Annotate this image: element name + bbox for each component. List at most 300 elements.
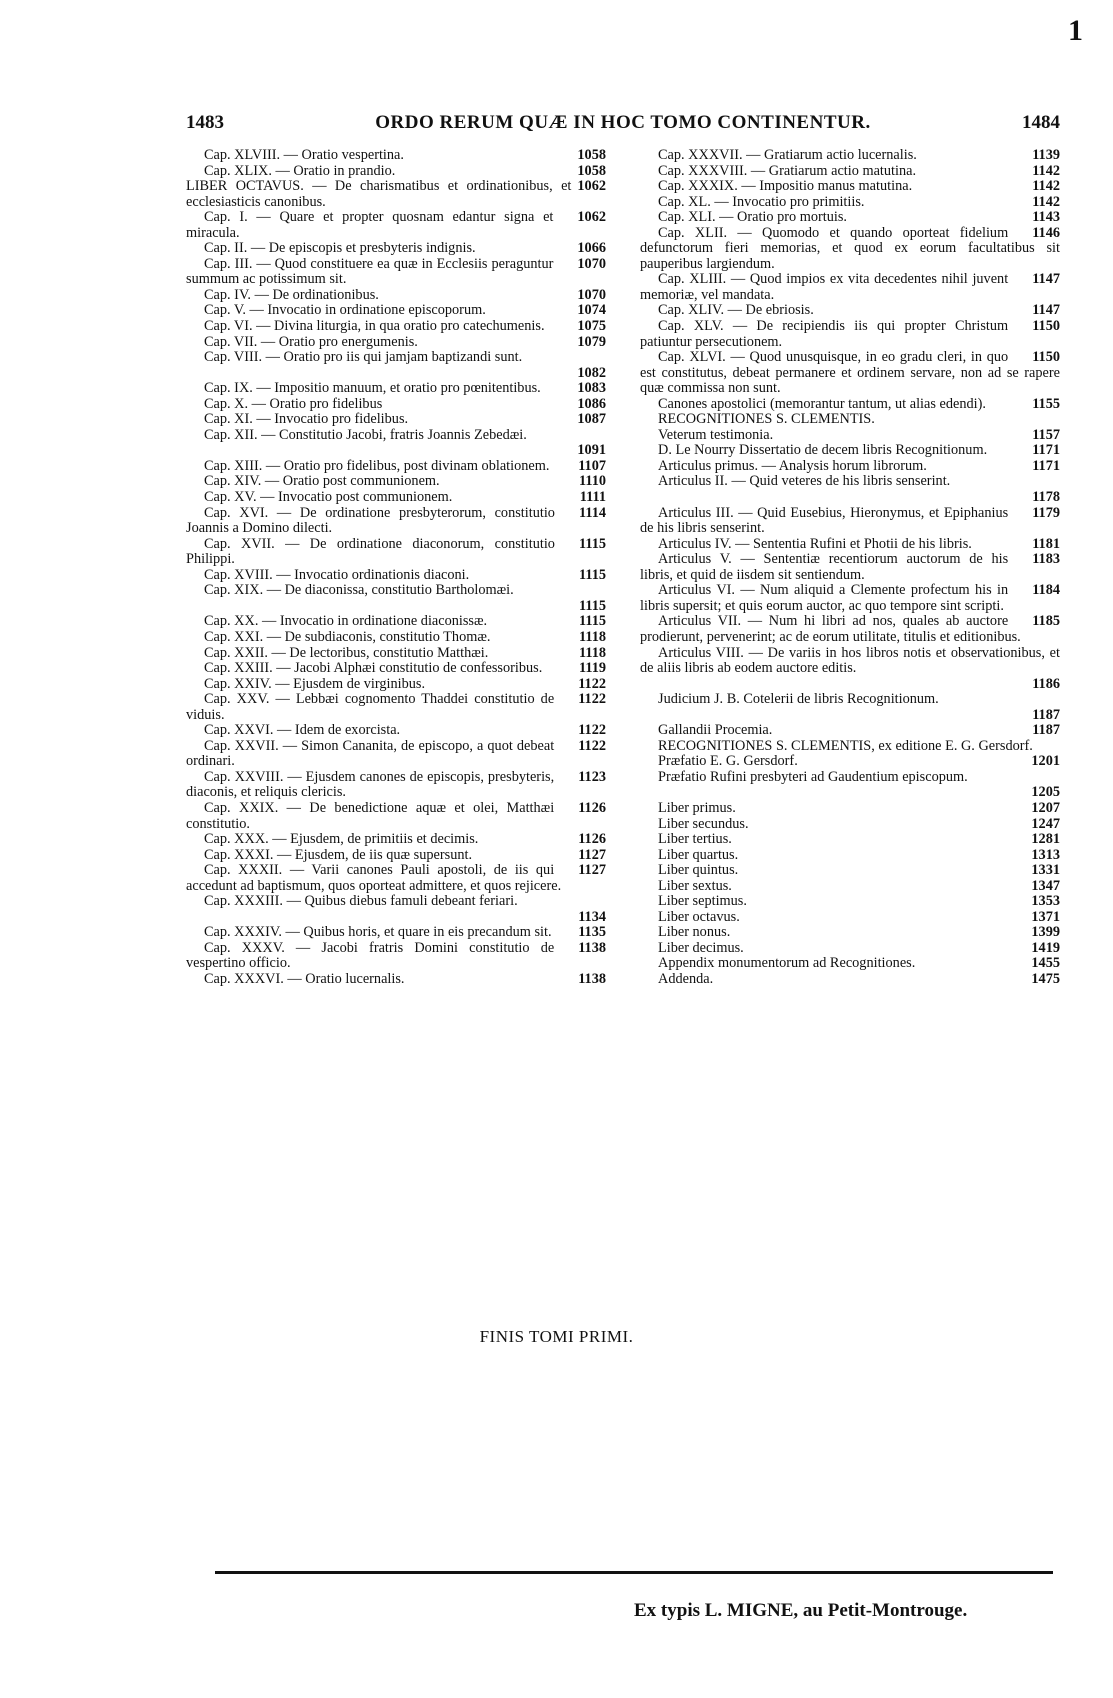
toc-entry-text-line bbox=[640, 692, 1060, 708]
toc-entry-title: Cap. XXIII. — Jacobi Alphæi constitutio de confessoribus. bbox=[204, 660, 543, 677]
toc-entry bbox=[640, 506, 1060, 537]
toc-entry-page: 1171 bbox=[1032, 442, 1060, 459]
toc-entry-title: Canones apostolici (memorantur tantum, ut alias edendi). bbox=[658, 395, 986, 412]
toc-entry-title: Addenda. bbox=[658, 970, 714, 987]
toc-entry-page: 1122 bbox=[578, 691, 606, 708]
toc-entry bbox=[640, 941, 1060, 957]
toc-entry-title: Cap. XXXVII. — Gratiarum actio lucernalis. bbox=[658, 147, 917, 163]
toc-entry bbox=[640, 412, 1060, 428]
toc-entry bbox=[640, 319, 1060, 350]
toc-entry-page: 1142 bbox=[1032, 193, 1060, 210]
toc-entry-title: LIBER OCTAVUS. — De charismatibus et ordinationibus, et ecclesiasticis canonibus. bbox=[186, 178, 572, 210]
toc-entry bbox=[186, 241, 606, 257]
toc-entry-text-line bbox=[640, 459, 1060, 475]
toc-entry-page: 1331 bbox=[1031, 862, 1060, 879]
toc-entry bbox=[186, 739, 606, 770]
toc-entry-text-line bbox=[640, 879, 1060, 895]
toc-entry-text-line bbox=[640, 614, 1060, 645]
toc-entry-text-line bbox=[640, 894, 1060, 910]
toc-entry bbox=[640, 910, 1060, 926]
toc-entry-title: Cap. VIII. — Oratio pro iis qui jamjam baptizandi sunt. bbox=[204, 349, 523, 366]
toc-entry-page: 1118 bbox=[578, 628, 606, 645]
toc-entry-text-line bbox=[640, 474, 1060, 490]
toc-entry-text-line bbox=[186, 506, 606, 537]
toc-entry-text-line bbox=[186, 770, 606, 801]
toc-entry-page: 1313 bbox=[1031, 846, 1060, 863]
toc-entry-text-line bbox=[640, 148, 1060, 164]
toc-entry-page: 1178 bbox=[1032, 489, 1060, 506]
toc-entry-page: 1119 bbox=[578, 660, 606, 677]
toc-entry bbox=[640, 832, 1060, 848]
toc-entry-page: 1118 bbox=[578, 644, 606, 661]
toc-entry-text-line bbox=[186, 179, 606, 210]
toc-entry bbox=[640, 350, 1060, 397]
toc-entry bbox=[640, 179, 1060, 195]
toc-entry bbox=[186, 428, 606, 459]
toc-entry bbox=[186, 397, 606, 413]
toc-entry-text-line bbox=[186, 210, 606, 241]
toc-right-column bbox=[640, 148, 1060, 988]
toc-entry bbox=[186, 661, 606, 677]
toc-entry-text-line bbox=[186, 677, 606, 693]
toc-entry-text-line bbox=[186, 148, 606, 164]
corner-page-mark: 1 bbox=[1068, 14, 1083, 47]
toc-entry bbox=[186, 179, 606, 210]
toc-entry bbox=[640, 972, 1060, 988]
toc-entry-text-line bbox=[186, 397, 606, 413]
toc-entry bbox=[640, 894, 1060, 910]
toc-entry bbox=[186, 894, 606, 925]
toc-entry bbox=[186, 537, 606, 568]
toc-entry-title: Cap. XXVI. — Idem de exorcista. bbox=[204, 722, 401, 739]
toc-entry-page: 1399 bbox=[1031, 924, 1060, 941]
toc-entry-page: 1114 bbox=[578, 504, 606, 521]
toc-left-column bbox=[186, 148, 606, 988]
toc-entry bbox=[640, 646, 1060, 693]
toc-entry-title: Liber quintus. bbox=[658, 862, 739, 879]
toc-entry-title: Cap. XXXVI. — Oratio lucernalis. bbox=[204, 970, 405, 987]
toc-entry bbox=[640, 817, 1060, 833]
toc-entry-page: 1110 bbox=[578, 473, 606, 490]
toc-entry bbox=[186, 148, 606, 164]
toc-entry-title: Cap. XXXIV. — Quibus horis, et quare in eis precandum sit. bbox=[204, 924, 552, 941]
toc-entry bbox=[186, 848, 606, 864]
toc-entry-title: Liber octavus. bbox=[658, 908, 740, 925]
page-number-left: 1483 bbox=[186, 112, 224, 133]
toc-entry-title: Liber sextus. bbox=[658, 877, 732, 894]
toc-entry-page: 1371 bbox=[1031, 908, 1060, 925]
toc-entry-page: 1281 bbox=[1031, 831, 1060, 848]
toc-entry-page: 1157 bbox=[1032, 426, 1060, 443]
toc-entry bbox=[186, 925, 606, 941]
toc-entry bbox=[186, 490, 606, 506]
toc-entry-title: Veterum testimonia. bbox=[658, 426, 774, 443]
toc-entry-title: Cap. XLVIII. — Oratio vespertina. bbox=[204, 147, 404, 163]
toc-entry-text-line bbox=[640, 506, 1060, 537]
toc-entry-title: Appendix monumentorum ad Recognitiones. bbox=[658, 955, 916, 972]
toc-entry-text-line bbox=[186, 241, 606, 257]
toc-entry-title: RECOGNITIONES S. CLEMENTIS, ex editione E. G. Gersdorf. bbox=[658, 737, 1033, 754]
toc-entry bbox=[640, 397, 1060, 413]
toc-entry-text-line bbox=[640, 226, 1060, 273]
toc-entry-title: Cap. XLVI. — Quod unusquisque, in eo gradu cleri, in quo est constitutus, debeat permanere et ordinem servare, non ad se rapere quæ commissa non sunt. bbox=[640, 349, 1060, 397]
toc-entry-title: Cap. XVIII. — Invocatio ordinationis diaconi. bbox=[204, 566, 470, 583]
toc-entry bbox=[640, 956, 1060, 972]
toc-entry-title: Cap. III. — Quod constituere ea quæ in Ecclesiis peraguntur summum ac potissimum sit. bbox=[186, 255, 554, 288]
toc-entry-text-line bbox=[640, 179, 1060, 195]
toc-entry-title: Articulus VI. — Num aliquid a Clemente profectum his in libris supersit; et quis eorum auctor, ac quo tempore sint scripti. bbox=[640, 582, 1009, 614]
toc-entry-page: 1122 bbox=[578, 675, 606, 692]
toc-entry-title: Articulus VII. — Num hi libri ad nos, quales ab auctore prodierunt, pervenerint; ac de eorum utilitate, titulis et editionibus. bbox=[640, 613, 1021, 645]
toc-entry-title: Cap. XXVIII. — Ejusdem canones de episcopis, presbyteris, diaconis, et reliquis clericis. bbox=[186, 768, 555, 801]
finis-line: FINIS TOMI PRIMI. bbox=[479, 1327, 634, 1346]
toc-entry-page: 1066 bbox=[577, 240, 606, 257]
toc-entry-text-line bbox=[640, 770, 1060, 786]
toc-entry-page: 1147 bbox=[1032, 271, 1060, 288]
toc-entry-title: Cap. XXI. — De subdiaconis, constitutio Thomæ. bbox=[204, 628, 491, 645]
toc-entry bbox=[186, 350, 606, 381]
toc-entry-text-line bbox=[640, 210, 1060, 226]
toc-entry-title: Cap. XXXII. — Varii canones Pauli apostoli, de iis qui accedunt ad baptismum, quos oporteat admittere, et quos rejicere. bbox=[186, 862, 562, 894]
toc-entry-text-line bbox=[186, 723, 606, 739]
toc-entry-title: Cap. XIV. — Oratio post communionem. bbox=[204, 473, 440, 490]
toc-entry-page: 1187 bbox=[1032, 722, 1060, 739]
toc-entry-text-line bbox=[640, 428, 1060, 444]
toc-entry bbox=[186, 630, 606, 646]
toc-entry-title: Liber septimus. bbox=[658, 893, 747, 910]
toc-entry bbox=[640, 148, 1060, 164]
toc-entry bbox=[186, 319, 606, 335]
toc-entry-title: Cap. XX. — Invocatio in ordinatione diaconissæ. bbox=[204, 613, 488, 630]
toc-entry-page: 1086 bbox=[577, 395, 606, 412]
toc-entry-text-line bbox=[186, 972, 606, 988]
toc-entry-page: 1150 bbox=[1032, 349, 1060, 366]
toc-entry-title: Liber decimus. bbox=[658, 939, 744, 956]
toc-entry bbox=[186, 506, 606, 537]
toc-entry-title: Cap. XVII. — De ordinatione diaconorum, constitutio Philippi. bbox=[186, 535, 555, 568]
toc-entry-title: Liber nonus. bbox=[658, 924, 731, 941]
toc-entry-page: 1115 bbox=[578, 535, 606, 552]
toc-entry-page: 1135 bbox=[578, 924, 606, 941]
toc-entry-text-line bbox=[186, 692, 606, 723]
toc-entry-text-line bbox=[186, 350, 606, 366]
toc-entry bbox=[186, 692, 606, 723]
toc-entry-page: 1107 bbox=[578, 457, 606, 474]
toc-entry-title: Articulus V. — Sententiæ recentiorum auctorum de his libris, et quid de iisdem sit sentiendum. bbox=[640, 551, 1009, 583]
toc-entry bbox=[186, 614, 606, 630]
toc-entry-text-line bbox=[186, 257, 606, 288]
toc-entry-text-line bbox=[640, 195, 1060, 211]
toc-entry-text-line bbox=[640, 941, 1060, 957]
toc-entry bbox=[640, 754, 1060, 770]
toc-entry bbox=[186, 303, 606, 319]
toc-entry-text-line bbox=[186, 319, 606, 335]
toc-entry-page: 1070 bbox=[577, 286, 606, 303]
toc-entry-page: 1247 bbox=[1031, 815, 1060, 832]
toc-entry-text-line bbox=[640, 972, 1060, 988]
toc-entry-page: 1134 bbox=[578, 908, 606, 925]
toc-entry-title: Cap. XXXV. — Jacobi fratris Domini constitutio de vespertino officio. bbox=[186, 939, 555, 972]
toc-entry-title: Cap. XLII. — Quomodo et quando oporteat fidelium defunctorum fieri memorias, et quod ex eorum facultatibus sit pauperibus largiendum. bbox=[640, 224, 1060, 272]
toc-entry-text-line bbox=[186, 894, 606, 910]
toc-entry bbox=[186, 474, 606, 490]
toc-entry-page: 1083 bbox=[577, 380, 606, 397]
toc-entry-title: Cap. IX. — Impositio manuum, et oratio pro pœnitentibus. bbox=[204, 380, 541, 397]
toc-entry-text-line bbox=[640, 443, 1060, 459]
toc-entry-text-line bbox=[186, 614, 606, 630]
toc-entry-title: Cap. XIII. — Oratio pro fidelibus, post divinam oblationem. bbox=[204, 457, 550, 474]
toc-entry-page: 1122 bbox=[578, 722, 606, 739]
toc-entry-text-line bbox=[640, 272, 1060, 303]
toc-entry-text-line bbox=[640, 646, 1060, 677]
toc-entry-page: 1123 bbox=[578, 768, 606, 785]
toc-entry-page: 1475 bbox=[1031, 970, 1060, 987]
toc-entry bbox=[640, 164, 1060, 180]
toc-entry-text-line bbox=[186, 474, 606, 490]
toc-entry-title: Præfatio E. G. Gersdorf. bbox=[658, 753, 798, 770]
toc-entry-text-line bbox=[186, 412, 606, 428]
toc-entry-text-line bbox=[640, 723, 1060, 739]
toc-entry bbox=[640, 459, 1060, 475]
toc-entry bbox=[640, 583, 1060, 614]
toc-entry bbox=[186, 801, 606, 832]
toc-entry-page: 1115 bbox=[578, 597, 606, 614]
toc-entry bbox=[640, 474, 1060, 505]
toc-entry-title: Cap. XLI. — Oratio pro mortuis. bbox=[658, 209, 848, 226]
toc-entry-title: Liber quartus. bbox=[658, 846, 739, 863]
toc-entry-title: Cap. XIX. — De diaconissa, constitutio Bartholomæi. bbox=[204, 582, 514, 599]
toc-entry-text-line bbox=[640, 537, 1060, 553]
toc-entry-page: 1058 bbox=[577, 162, 606, 179]
toc-entry-title: Cap. XL. — Invocatio pro primitiis. bbox=[658, 193, 865, 210]
toc-entry-page: 1139 bbox=[1032, 147, 1060, 163]
toc-entry-title: Cap. IV. — De ordinationibus. bbox=[204, 286, 379, 303]
toc-entry-page: 1058 bbox=[577, 147, 606, 163]
toc-entry bbox=[186, 770, 606, 801]
toc-entry bbox=[640, 692, 1060, 723]
toc-entry bbox=[186, 646, 606, 662]
toc-entry bbox=[186, 335, 606, 351]
toc-entry-title: Articulus primus. — Analysis horum librorum. bbox=[658, 457, 927, 474]
toc-entry-title: D. Le Nourry Dissertatio de decem libris Recognitionum. bbox=[658, 442, 988, 459]
toc-entry bbox=[640, 443, 1060, 459]
toc-entry-text-line bbox=[640, 739, 1060, 755]
toc-entry-title: Cap. XXVII. — Simon Cananita, de episcopo, a quot debeat ordinari. bbox=[186, 737, 555, 770]
toc-entry-title: Cap. II. — De episcopis et presbyteris indignis. bbox=[204, 240, 476, 257]
toc-entry-title: RECOGNITIONES S. CLEMENTIS. bbox=[658, 411, 875, 428]
toc-entry-title: Articulus VIII. — De variis in hos libros notis et observationibus, et de aliis libris ab eodem auctore editis. bbox=[640, 644, 1060, 677]
toc-entry-text-line bbox=[640, 412, 1060, 428]
toc-entry-text-line bbox=[640, 801, 1060, 817]
toc-entry bbox=[640, 739, 1060, 755]
toc-entry-text-line bbox=[186, 568, 606, 584]
toc-entry-title: Cap. XVI. — De ordinatione presbyterorum, constitutio Joannis a Domino dilecti. bbox=[186, 504, 555, 537]
toc-entry-title: Cap. X. — Oratio pro fidelibus bbox=[204, 395, 383, 412]
toc-entry-title: Cap. XXV. — Lebbæi cognomento Thaddei constitutio de viduis. bbox=[186, 691, 555, 723]
running-header bbox=[186, 112, 1060, 142]
toc-entry-page: 1150 bbox=[1032, 318, 1060, 335]
toc-entry-page: 1186 bbox=[1032, 675, 1060, 692]
toc-entry-title: Præfatio Rufini presbyteri ad Gaudentium episcopum. bbox=[658, 768, 968, 785]
toc-entry bbox=[186, 210, 606, 241]
toc-entry-title: Judicium J. B. Cotelerii de libris Recognitionum. bbox=[658, 691, 939, 708]
toc-entry-title: Cap. XXIX. — De benedictione aquæ et olei, Matthæi constitutio. bbox=[186, 799, 555, 832]
toc-entry-text-line bbox=[640, 319, 1060, 350]
toc-entry bbox=[640, 537, 1060, 553]
toc-entry bbox=[640, 770, 1060, 801]
toc-entry-page: 1205 bbox=[1031, 784, 1060, 801]
toc-entry-text-line bbox=[640, 848, 1060, 864]
toc-entry bbox=[640, 272, 1060, 303]
toc-entry-text-line bbox=[640, 164, 1060, 180]
toc-entry-text-line bbox=[640, 863, 1060, 879]
toc-entry-title: Cap. VII. — Oratio pro energumenis. bbox=[204, 333, 418, 350]
toc-entry-title: Cap. XI. — Invocatio pro fidelibus. bbox=[204, 411, 409, 428]
toc-entry-title: Liber primus. bbox=[658, 799, 736, 816]
toc-entry-text-line bbox=[186, 925, 606, 941]
toc-entry-text-line bbox=[186, 164, 606, 180]
toc-entry-page: 1181 bbox=[1032, 535, 1060, 552]
printer-imprint: Ex typis L. MIGNE, au Petit-Montrouge. bbox=[634, 1600, 968, 1621]
toc-entry bbox=[186, 412, 606, 428]
toc-entry bbox=[186, 288, 606, 304]
toc-entry-title: Cap. XXXIX. — Impositio manus matutina. bbox=[658, 178, 913, 195]
toc-entry-text-line bbox=[186, 303, 606, 319]
toc-entry-page: 1142 bbox=[1032, 178, 1060, 195]
page-number-right: 1484 bbox=[1022, 112, 1060, 133]
toc-entry-page: 1183 bbox=[1032, 551, 1060, 568]
toc-entry-page: 1062 bbox=[577, 209, 606, 226]
toc-entry bbox=[186, 677, 606, 693]
toc-entry-page: 1155 bbox=[1032, 395, 1060, 412]
toc-entry bbox=[640, 848, 1060, 864]
toc-entry-page: 1185 bbox=[1032, 613, 1060, 630]
toc-entry-page: 1179 bbox=[1032, 504, 1060, 521]
toc-entry-page: 1087 bbox=[577, 411, 606, 428]
toc-entry bbox=[640, 210, 1060, 226]
toc-entry-text-line bbox=[640, 303, 1060, 319]
toc-entry-title: Cap. XLIV. — De ebriosis. bbox=[658, 302, 814, 319]
toc-entry-title: Cap. XLV. — De recipiendis iis qui propter Christum patiuntur persecutionem. bbox=[640, 318, 1009, 350]
toc-entry-page: 1062 bbox=[577, 178, 606, 195]
toc-entry-title: Liber secundus. bbox=[658, 815, 749, 832]
toc-entry-text-line bbox=[186, 459, 606, 475]
toc-entry-title: Cap. I. — Quare et propter quosnam edantur signa et miracula. bbox=[186, 209, 554, 241]
toc-entry bbox=[186, 381, 606, 397]
toc-entry-page: 1146 bbox=[1032, 224, 1060, 241]
toc-entry-title: Cap. XXIV. — Ejusdem de virginibus. bbox=[204, 675, 426, 692]
toc-entry-title: Cap. XXXI. — Ejusdem, de iis quæ supersunt. bbox=[204, 846, 473, 863]
toc-entry-title: Cap. XII. — Constitutio Jacobi, fratris Joannis Zebedæi. bbox=[204, 426, 527, 443]
toc-entry-text-line bbox=[186, 630, 606, 646]
toc-entry bbox=[186, 972, 606, 988]
toc-entry bbox=[640, 614, 1060, 645]
toc-entry-text-line bbox=[640, 925, 1060, 941]
toc-entry bbox=[640, 303, 1060, 319]
toc-entry-page: 1419 bbox=[1031, 939, 1060, 956]
toc-entry-page: 1184 bbox=[1032, 582, 1060, 599]
toc-entry-text-line bbox=[186, 848, 606, 864]
toc-entry-page: 1353 bbox=[1031, 893, 1060, 910]
toc-entry bbox=[640, 863, 1060, 879]
toc-entry-text-line bbox=[186, 537, 606, 568]
toc-entry-title: Cap. VI. — Divina liturgia, in qua oratio pro catechumenis. bbox=[204, 318, 545, 335]
toc-entry-page: 1138 bbox=[578, 970, 606, 987]
toc-entry bbox=[186, 723, 606, 739]
page-title: ORDO RERUM QUÆ IN HOC TOMO CONTINENTUR. bbox=[375, 112, 871, 133]
toc-entry bbox=[186, 459, 606, 475]
toc-entry-title: Cap. XXII. — De lectoribus, constitutio Matthæi. bbox=[204, 644, 489, 661]
toc-entry-title: Cap. XLIX. — Oratio in prandio. bbox=[204, 162, 396, 179]
toc-entry bbox=[186, 257, 606, 288]
toc-entry-page: 1127 bbox=[578, 846, 606, 863]
toc-entry-text-line bbox=[186, 832, 606, 848]
toc-entry-text-line bbox=[186, 288, 606, 304]
toc-entry-page: 1127 bbox=[578, 862, 606, 879]
toc-entry-text-line bbox=[640, 817, 1060, 833]
toc-entry-page: 1115 bbox=[578, 566, 606, 583]
toc-entry-page: 1115 bbox=[578, 613, 606, 630]
toc-entry-page: 1207 bbox=[1031, 799, 1060, 816]
toc-entry-text-line bbox=[640, 910, 1060, 926]
toc-entry bbox=[186, 568, 606, 584]
toc-entry bbox=[186, 164, 606, 180]
toc-entry bbox=[640, 552, 1060, 583]
toc-entry-text-line bbox=[640, 350, 1060, 397]
toc-entry-page: 1187 bbox=[1032, 706, 1060, 723]
toc-entry-title: Gallandii Procemia. bbox=[658, 722, 773, 739]
toc-entry-text-line bbox=[186, 428, 606, 444]
toc-entry-page: 1126 bbox=[578, 799, 606, 816]
toc-entry-text-line bbox=[186, 739, 606, 770]
toc-entry-title: Cap. XLIII. — Quod impios ex vita decedentes nihil juvent memoriæ, vel mandata. bbox=[640, 271, 1009, 303]
toc-entry-text-line bbox=[640, 552, 1060, 583]
toc-entry bbox=[186, 583, 606, 614]
toc-entry-text-line bbox=[186, 801, 606, 832]
toc-entry-text-line bbox=[186, 646, 606, 662]
toc-entry-title: Cap. XXX. — Ejusdem, de primitiis et decimis. bbox=[204, 831, 479, 848]
toc-entry-text-line bbox=[640, 583, 1060, 614]
toc-entry bbox=[640, 226, 1060, 273]
toc-entry-page: 1201 bbox=[1031, 753, 1060, 770]
toc-entry-title: Cap. XXXIII. — Quibus diebus famuli debeant feriari. bbox=[204, 893, 518, 910]
toc-entry-title: Articulus IV. — Sententia Rufini et Photii de his libris. bbox=[658, 535, 972, 552]
footer-rule bbox=[215, 1571, 1053, 1574]
toc-entry bbox=[640, 428, 1060, 444]
toc-entry-title: Articulus II. — Quid veteres de his libris senserint. bbox=[658, 473, 951, 490]
toc-entry-text-line bbox=[186, 490, 606, 506]
toc-entry bbox=[186, 863, 606, 894]
toc-entry-page: 1147 bbox=[1032, 302, 1060, 319]
toc-entry-title: Cap. XXXVIII. — Gratiarum actio matutina. bbox=[658, 162, 917, 179]
toc-entry-text-line bbox=[186, 381, 606, 397]
toc-entry-page: 1171 bbox=[1032, 457, 1060, 474]
toc-entry-title: Liber tertius. bbox=[658, 831, 732, 848]
toc-entry-text-line bbox=[186, 941, 606, 972]
toc-entry-page: 1138 bbox=[578, 939, 606, 956]
toc-entry bbox=[640, 195, 1060, 211]
toc-entry-page: 1455 bbox=[1031, 955, 1060, 972]
toc-entry-text-line bbox=[186, 863, 606, 894]
toc-entry-title: Articulus III. — Quid Eusebius, Hieronymus, et Epiphanius de his libris senserint. bbox=[640, 504, 1009, 537]
toc-entry-page: 1070 bbox=[577, 255, 606, 272]
toc-entry-page: 1122 bbox=[578, 737, 606, 754]
toc-entry-text-line bbox=[640, 754, 1060, 770]
toc-entry-text-line bbox=[640, 397, 1060, 413]
toc-entry-page: 1074 bbox=[577, 302, 606, 319]
toc-entry-text-line bbox=[186, 335, 606, 351]
toc-entry-page: 1079 bbox=[577, 333, 606, 350]
